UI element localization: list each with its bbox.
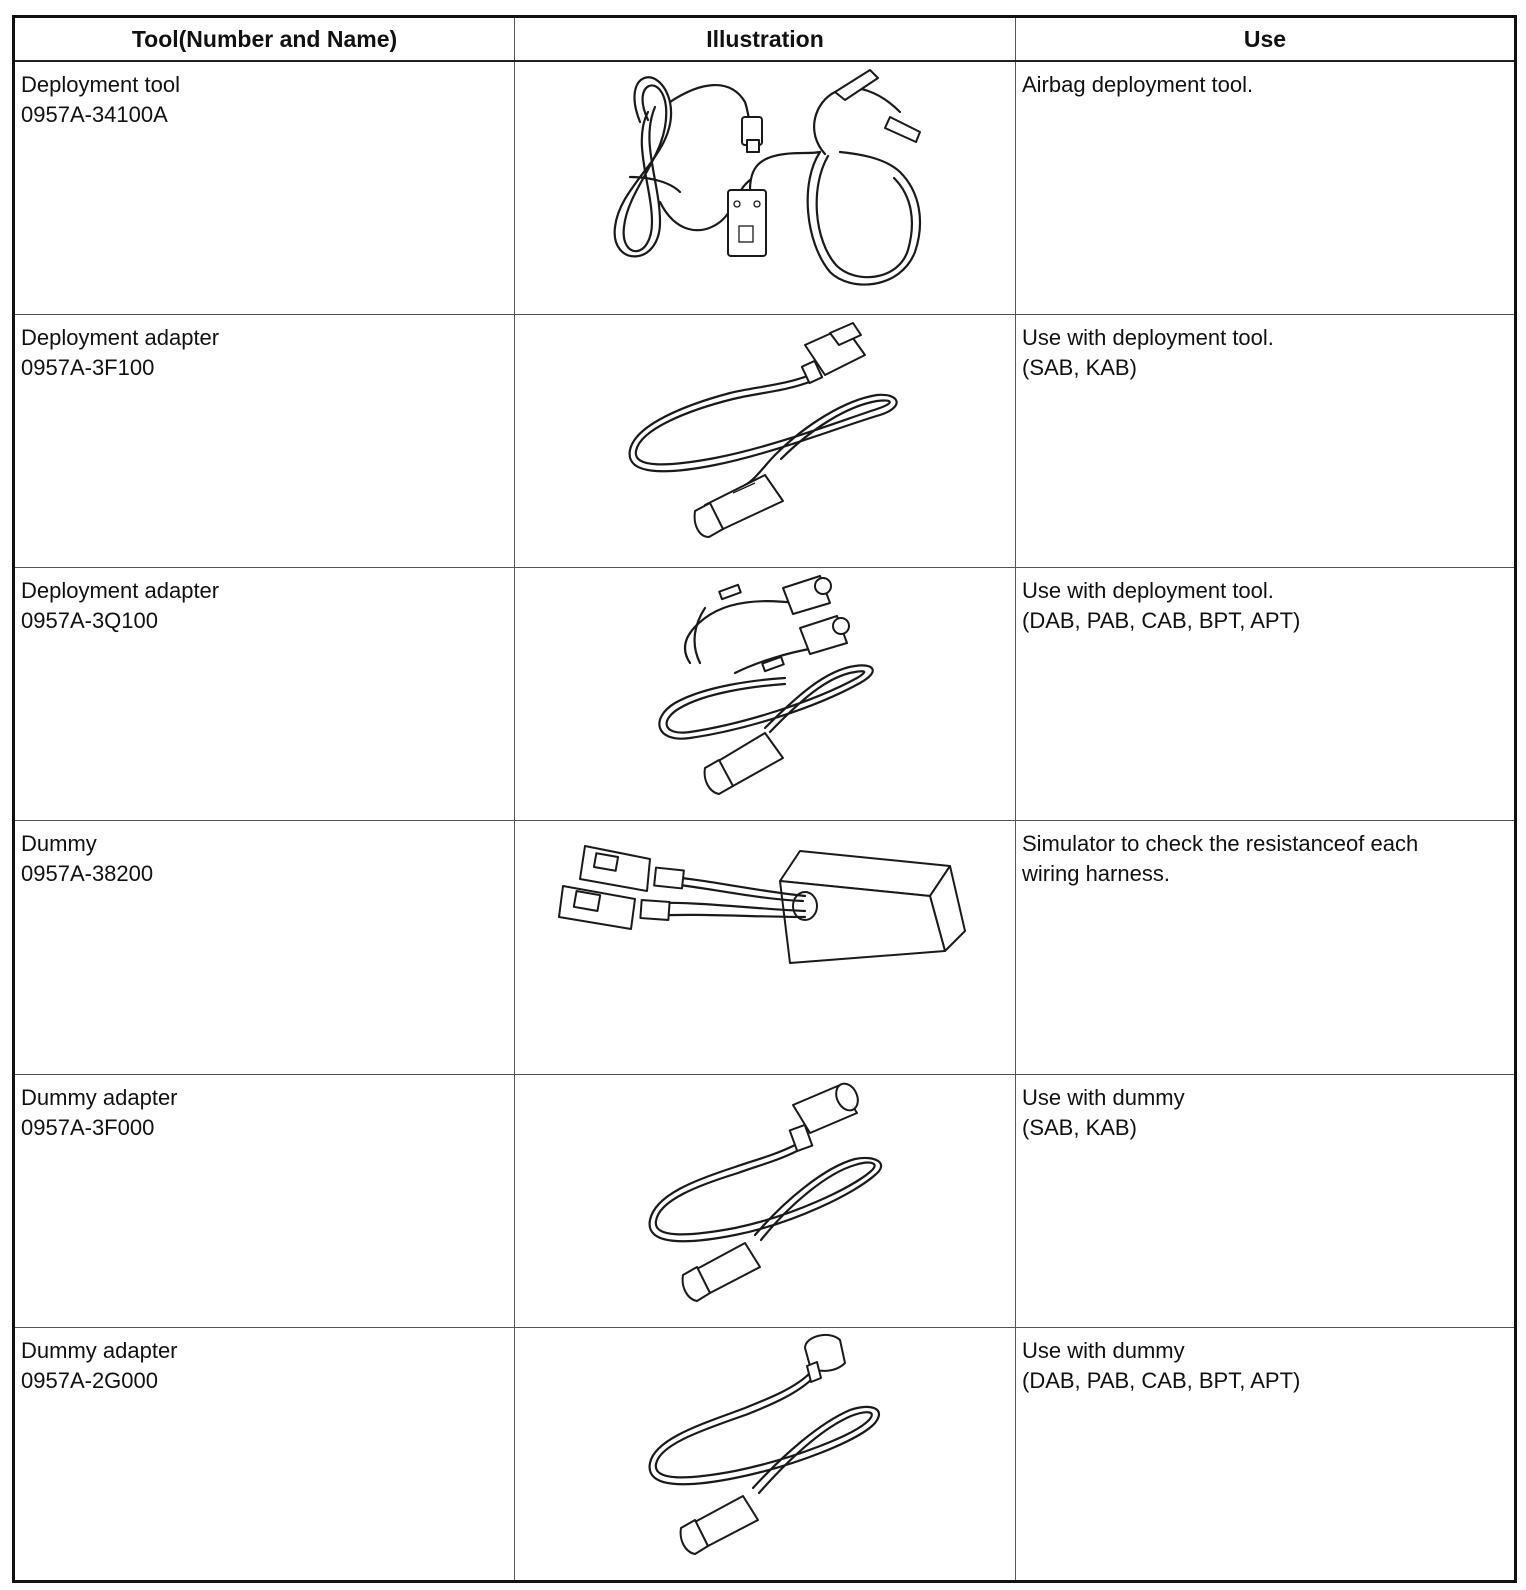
tool-number: 0957A-3F000 bbox=[21, 1114, 155, 1140]
use-line: (DAB, PAB, CAB, BPT, APT) bbox=[1022, 608, 1301, 634]
tool-cell bbox=[14, 1327, 515, 1581]
dual-connector-adapter-icon bbox=[645, 568, 885, 798]
table-row bbox=[14, 568, 1516, 821]
tool-cell bbox=[14, 1074, 515, 1327]
tool-number: 0957A-34100A bbox=[21, 102, 168, 127]
use-line: (DAB, PAB, CAB, BPT, APT) bbox=[1022, 1367, 1301, 1393]
illustration-cell bbox=[515, 821, 1016, 1074]
tool-name: Dummy adapter bbox=[21, 1084, 178, 1110]
table-row bbox=[14, 821, 1516, 1074]
header-illustration: Illustration bbox=[515, 17, 1016, 62]
use-line: (SAB, KAB) bbox=[1022, 1114, 1137, 1140]
table-row bbox=[14, 61, 1516, 315]
tool-number: 0957A-38200 bbox=[21, 861, 154, 887]
use-line: Use with deployment tool. bbox=[1022, 325, 1274, 351]
table-row bbox=[14, 315, 1516, 568]
use-line: Use with dummy bbox=[1022, 1084, 1185, 1110]
adapter-cable-icon bbox=[635, 1075, 895, 1305]
use-line: Use with dummy bbox=[1022, 1337, 1185, 1363]
adapter-cable-icon bbox=[635, 1328, 895, 1558]
tool-name: Dummy adapter bbox=[21, 1337, 178, 1363]
tool-cell bbox=[14, 821, 515, 1074]
use-cell bbox=[1016, 821, 1516, 1074]
illustration-cell bbox=[515, 1074, 1016, 1327]
header-use: Use bbox=[1016, 17, 1516, 62]
use-cell bbox=[1016, 568, 1516, 821]
use-line: (SAB, KAB) bbox=[1022, 355, 1137, 381]
header-tool: Tool(Number and Name) bbox=[14, 17, 515, 62]
table-header-row bbox=[14, 17, 1516, 62]
tool-name: Deployment adapter bbox=[21, 578, 220, 604]
use-cell bbox=[1016, 315, 1516, 568]
use-line: Simulator to check the resistanceof each bbox=[1022, 831, 1419, 857]
illustration-cell bbox=[515, 315, 1016, 568]
use-cell bbox=[1016, 1074, 1516, 1327]
use-line: Airbag deployment tool. bbox=[1022, 72, 1254, 97]
tool-name: Dummy bbox=[21, 831, 97, 857]
illustration-cell bbox=[515, 1327, 1016, 1581]
table-row bbox=[14, 1327, 1516, 1581]
illustration-cell bbox=[515, 568, 1016, 821]
special-tools-table bbox=[12, 15, 1517, 1583]
table-row bbox=[14, 1074, 1516, 1327]
tool-number: 0957A-3F100 bbox=[21, 355, 155, 381]
use-line: Use with deployment tool. bbox=[1022, 578, 1274, 604]
illustration-cell bbox=[515, 61, 1016, 315]
use-cell bbox=[1016, 61, 1516, 315]
use-cell bbox=[1016, 1327, 1516, 1581]
tool-name: Deployment adapter bbox=[21, 325, 220, 351]
adapter-cable-icon bbox=[615, 315, 915, 545]
tool-number: 0957A-3Q100 bbox=[21, 608, 158, 634]
tool-name: Deployment tool bbox=[21, 72, 180, 97]
deployment-tool-harness-icon bbox=[600, 62, 930, 294]
tool-cell bbox=[14, 315, 515, 568]
tool-cell bbox=[14, 568, 515, 821]
tool-cell bbox=[14, 61, 515, 315]
use-line: wiring harness. bbox=[1022, 861, 1170, 887]
dummy-box-icon bbox=[555, 821, 975, 971]
tool-number: 0957A-2G000 bbox=[21, 1367, 158, 1393]
